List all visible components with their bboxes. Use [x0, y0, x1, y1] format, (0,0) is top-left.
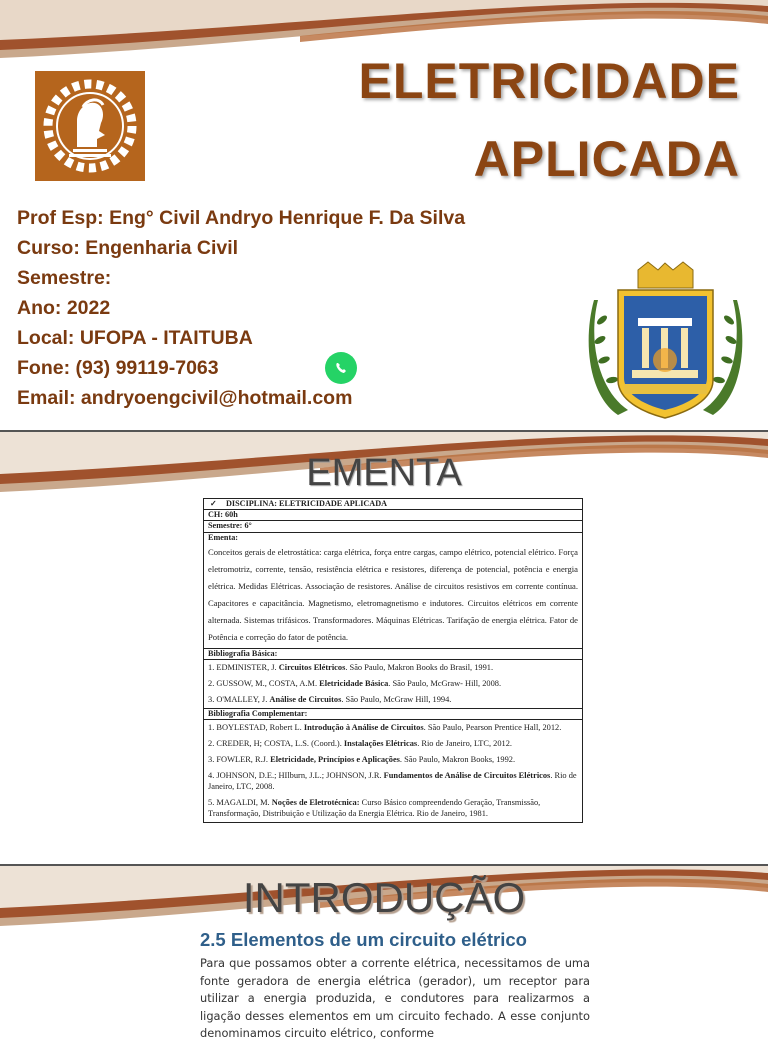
semester-info: Semestre: — [17, 267, 112, 289]
slide-ementa — [0, 432, 768, 864]
semester-row: Semestre: 6° — [204, 521, 582, 532]
course-info: Curso: Engenharia Civil — [17, 237, 239, 259]
bibliography-title: Análise de Circuitos — [269, 695, 342, 705]
discipline-row — [204, 499, 582, 510]
bibliography-publisher: . São Paulo, McGraw- Hill, 2008. — [388, 679, 502, 689]
bibliography-author: 2. GUSSOW, M., COSTA, A.M. — [208, 679, 320, 689]
bibliography-author: 1. BOYLESTAD, Robert L. — [208, 723, 304, 733]
basic-bibliography-list — [204, 660, 582, 709]
bibliography-item — [208, 722, 578, 733]
complementary-bibliography-label: Bibliografia Complementar: — [204, 709, 582, 720]
bibliography-author: 1. EDMINISTER, J. — [208, 663, 279, 673]
syllabus-table — [203, 498, 583, 823]
discipline-label: DISCIPLINA: ELETRICIDADE APLICADA — [226, 499, 388, 508]
slide-introducao — [0, 866, 768, 1040]
bibliography-item — [208, 678, 578, 689]
ementa-row — [204, 533, 582, 649]
year-info: Ano: 2022 — [17, 297, 111, 319]
bibliography-publisher: . Rio de Janeiro, LTC, 2008. — [208, 771, 577, 792]
whatsapp-icon — [325, 352, 357, 384]
bibliography-item — [208, 770, 578, 792]
bibliography-item — [208, 754, 578, 765]
bibliography-publisher: . Rio de Janeiro, LTC, 2012. — [417, 739, 513, 749]
slide-title-introducao: INTRODUÇÃO — [242, 874, 526, 921]
basic-bibliography-label: Bibliografia Básica: — [204, 649, 582, 660]
bibliography-title: Introdução à Análise de Circuitos — [303, 723, 424, 733]
slide-title — [0, 0, 768, 430]
engineering-logo-icon — [35, 71, 145, 181]
bibliography-publisher: . São Paulo, Pearson Prentice Hall, 2012. — [423, 723, 562, 733]
bibliography-item — [208, 797, 578, 819]
ementa-label: Ementa: — [208, 532, 239, 542]
bibliography-title: Noções de Eletrotécnica: — [271, 798, 360, 808]
ementa-text: Conceitos gerais de eletrostática: carga elétrica, força entre cargas, campo elétrico, potencial elétrico. Força eletromotriz, corrente, tensão, resistência elétrica e resistores, diferença de potencial, potência e energia elétrica. Medidas Elétricas. Associação de resistores. Análise de circuitos resistivos em corrente contínua. Capacitores e capacitância. Magnetismo, eletromagnetismo e indutores. Circuitos elétricos em corrente alternada. Sistemas trifásicos. Transformadores. Máquinas Elétricas. Tarifação de energia elétrica. Fator de Potência e correção do fator de potência. — [208, 546, 578, 642]
ch-row: CH: 60h — [204, 510, 582, 521]
bibliography-author: 3. O'MALLEY, J. — [208, 695, 270, 705]
bibliography-publisher: . São Paulo, McGraw Hill, 1994. — [341, 695, 452, 705]
slide-title-ementa: EMENTA — [306, 452, 462, 494]
title-line-2: APLICADA — [473, 131, 740, 187]
title-line-1: ELETRICIDADE — [358, 53, 740, 109]
bibliography-author: 3. FOWLER, R.J. — [208, 755, 271, 765]
professor-info: Prof Esp: Eng° Civil Andryo Henrique F. Da Silva — [17, 207, 466, 229]
intro-paragraph: Para que possamos obter a corrente elétrica, necessitamos de uma fonte geradora de energia elétrica (gerador), um receptor para utilizar a energia produzida, e condutores para realizarmos a ligação desses elementos em um circuito fechado. A esse conjunto denominamos circuito elétrico, conforme — [200, 956, 590, 1040]
bibliography-title: Eletricidade Básica — [319, 679, 389, 689]
checkmark-icon: ✓ — [210, 499, 217, 508]
bibliography-title: Eletricidade, Princípios e Aplicações — [270, 755, 400, 765]
email-info: Email: andryoengcivil@hotmail.com — [17, 387, 353, 409]
complementary-bibliography-list — [204, 720, 582, 822]
phone-info: Fone: (93) 99119-7063 — [17, 357, 219, 379]
location-info: Local: UFOPA - ITAITUBA — [17, 327, 253, 349]
bibliography-publisher: . São Paulo, Makron Books, 1992. — [399, 755, 516, 765]
bibliography-item — [208, 738, 578, 749]
section-heading: 2.5 Elementos de um circuito elétrico — [200, 929, 527, 950]
bibliography-author: 2. CREDER, H; COSTA, L.S. (Coord.). — [208, 739, 344, 749]
bibliography-item — [208, 694, 578, 705]
bibliography-publisher: . São Paulo, Makron Books do Brasil, 1991. — [345, 663, 494, 673]
bibliography-title: Fundamentos de Análise de Circuitos Elétricos — [383, 771, 551, 781]
bibliography-author: 5. MAGALDI, M. — [208, 798, 272, 808]
bibliography-publisher: Curso Básico compreendendo Geração, Transmissão, Transformação, Distribuição e Utilização da Energia Elétrica. Rio de Janeiro, 1981. — [208, 798, 541, 819]
bibliography-title: Instalações Elétricas — [343, 739, 418, 749]
bibliography-title: Circuitos Elétricos — [278, 663, 346, 673]
bibliography-item — [208, 662, 578, 673]
ufopa-crest-icon — [588, 260, 743, 420]
bibliography-author: 4. JOHNSON, D.E.; HIlburn, J.L.; JOHNSON, J.R. — [208, 771, 384, 781]
